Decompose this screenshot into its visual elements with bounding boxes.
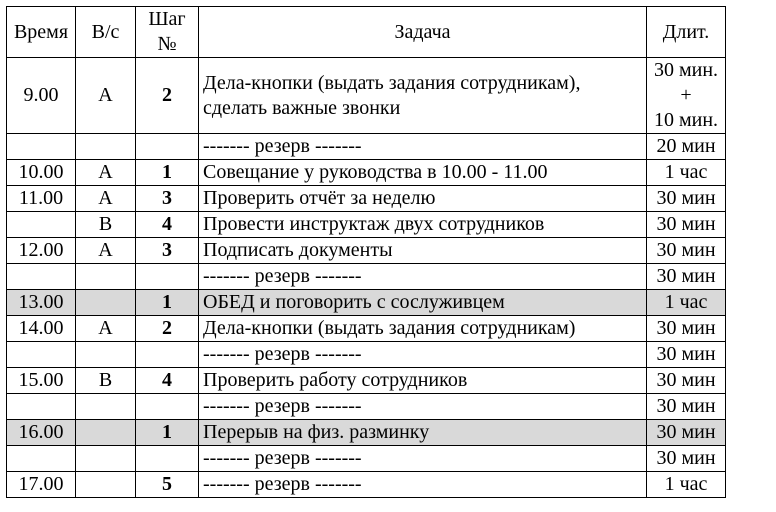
task-cell: Совещание у руководства в 10.00 - 11.00 bbox=[199, 160, 647, 186]
header-task: Задача bbox=[199, 7, 647, 58]
task-cell: ------- резерв ------- bbox=[199, 134, 647, 160]
step-cell: 3 bbox=[136, 238, 199, 264]
header-duration: Длит. bbox=[647, 7, 726, 58]
bs-cell bbox=[76, 472, 136, 498]
step-cell: 4 bbox=[136, 368, 199, 394]
duration-cell: 30 мин bbox=[647, 186, 726, 212]
task-cell: Провести инструктаж двух сотрудников bbox=[199, 212, 647, 238]
task-cell: ------- резерв ------- bbox=[199, 264, 647, 290]
duration-cell: 30 мин bbox=[647, 264, 726, 290]
task-cell: ОБЕД и поговорить с сослуживцем bbox=[199, 290, 647, 316]
time-cell bbox=[7, 342, 76, 368]
time-cell: 16.00 bbox=[7, 420, 76, 446]
header-step-line1: Шаг bbox=[148, 8, 186, 30]
time-cell bbox=[7, 446, 76, 472]
header-row bbox=[7, 7, 726, 58]
duration-cell: 20 мин bbox=[647, 134, 726, 160]
step-cell bbox=[136, 342, 199, 368]
duration-cell: 30 мин bbox=[647, 316, 726, 342]
table-row bbox=[7, 186, 726, 212]
task-line: Дела-кнопки (выдать задания сотрудникам), bbox=[203, 71, 581, 94]
schedule-table bbox=[6, 6, 726, 498]
bs-cell bbox=[76, 420, 136, 446]
task-cell: Дела-кнопки (выдать задания сотрудникам) bbox=[199, 316, 647, 342]
schedule-container bbox=[6, 6, 726, 498]
time-cell: 11.00 bbox=[7, 186, 76, 212]
task-cell: ------- резерв ------- bbox=[199, 446, 647, 472]
bs-cell bbox=[76, 446, 136, 472]
duration-cell: 30 мин bbox=[647, 212, 726, 238]
bs-cell: А bbox=[76, 238, 136, 264]
duration-cell bbox=[647, 58, 726, 134]
time-cell: 13.00 bbox=[7, 290, 76, 316]
step-cell: 1 bbox=[136, 290, 199, 316]
duration-cell: 30 мин bbox=[647, 394, 726, 420]
table-row bbox=[7, 316, 726, 342]
task-cell: Перерыв на физ. разминку bbox=[199, 420, 647, 446]
table-row bbox=[7, 368, 726, 394]
task-cell: Подписать документы bbox=[199, 238, 647, 264]
duration-line: 10 мин. bbox=[653, 109, 719, 131]
step-cell: 4 bbox=[136, 212, 199, 238]
duration-cell: 30 мин bbox=[647, 420, 726, 446]
time-cell bbox=[7, 394, 76, 420]
bs-cell bbox=[76, 290, 136, 316]
table-row bbox=[7, 134, 726, 160]
table-row-highlighted bbox=[7, 420, 726, 446]
bs-cell: А bbox=[76, 316, 136, 342]
header-time: Время bbox=[7, 7, 76, 58]
time-cell: 12.00 bbox=[7, 238, 76, 264]
step-cell: 2 bbox=[136, 58, 199, 134]
duration-cell: 1 час bbox=[647, 472, 726, 498]
table-row bbox=[7, 446, 726, 472]
table-row bbox=[7, 394, 726, 420]
step-cell: 3 bbox=[136, 186, 199, 212]
header-bs: В/с bbox=[76, 7, 136, 58]
task-cell: Проверить отчёт за неделю bbox=[199, 186, 647, 212]
bs-cell bbox=[76, 394, 136, 420]
step-cell: 2 bbox=[136, 316, 199, 342]
time-cell bbox=[7, 134, 76, 160]
time-cell: 9.00 bbox=[7, 58, 76, 134]
bs-cell bbox=[76, 342, 136, 368]
step-cell bbox=[136, 134, 199, 160]
table-row bbox=[7, 472, 726, 498]
bs-cell: В bbox=[76, 212, 136, 238]
step-cell bbox=[136, 394, 199, 420]
duration-line: + bbox=[680, 84, 692, 106]
table-row bbox=[7, 58, 726, 134]
table-row bbox=[7, 264, 726, 290]
task-cell bbox=[199, 58, 647, 134]
table-row-highlighted bbox=[7, 290, 726, 316]
time-cell: 10.00 bbox=[7, 160, 76, 186]
duration-cell: 30 мин bbox=[647, 238, 726, 264]
duration-cell: 30 мин bbox=[647, 342, 726, 368]
table-row bbox=[7, 238, 726, 264]
bs-cell: А bbox=[76, 58, 136, 134]
task-cell: Проверить работу сотрудников bbox=[199, 368, 647, 394]
step-cell bbox=[136, 446, 199, 472]
time-cell: 14.00 bbox=[7, 316, 76, 342]
step-cell: 1 bbox=[136, 160, 199, 186]
table-row bbox=[7, 160, 726, 186]
table-row bbox=[7, 212, 726, 238]
bs-cell: В bbox=[76, 368, 136, 394]
time-cell bbox=[7, 264, 76, 290]
header-step bbox=[136, 7, 199, 58]
duration-cell: 1 час bbox=[647, 160, 726, 186]
bs-cell: А bbox=[76, 186, 136, 212]
task-line: сделать важные звонки bbox=[203, 96, 401, 119]
step-cell: 1 bbox=[136, 420, 199, 446]
bs-cell bbox=[76, 264, 136, 290]
time-cell: 17.00 bbox=[7, 472, 76, 498]
task-cell: ------- резерв ------- bbox=[199, 472, 647, 498]
task-cell: ------- резерв ------- bbox=[199, 342, 647, 368]
duration-cell: 30 мин bbox=[647, 368, 726, 394]
time-cell: 15.00 bbox=[7, 368, 76, 394]
bs-cell bbox=[76, 134, 136, 160]
bs-cell: А bbox=[76, 160, 136, 186]
time-cell bbox=[7, 212, 76, 238]
duration-cell: 1 час bbox=[647, 290, 726, 316]
duration-cell: 30 мин bbox=[647, 446, 726, 472]
step-cell: 5 bbox=[136, 472, 199, 498]
table-row bbox=[7, 342, 726, 368]
duration-line: 30 мин. bbox=[653, 59, 719, 81]
header-step-line2: № bbox=[157, 33, 177, 55]
task-cell: ------- резерв ------- bbox=[199, 394, 647, 420]
step-cell bbox=[136, 264, 199, 290]
